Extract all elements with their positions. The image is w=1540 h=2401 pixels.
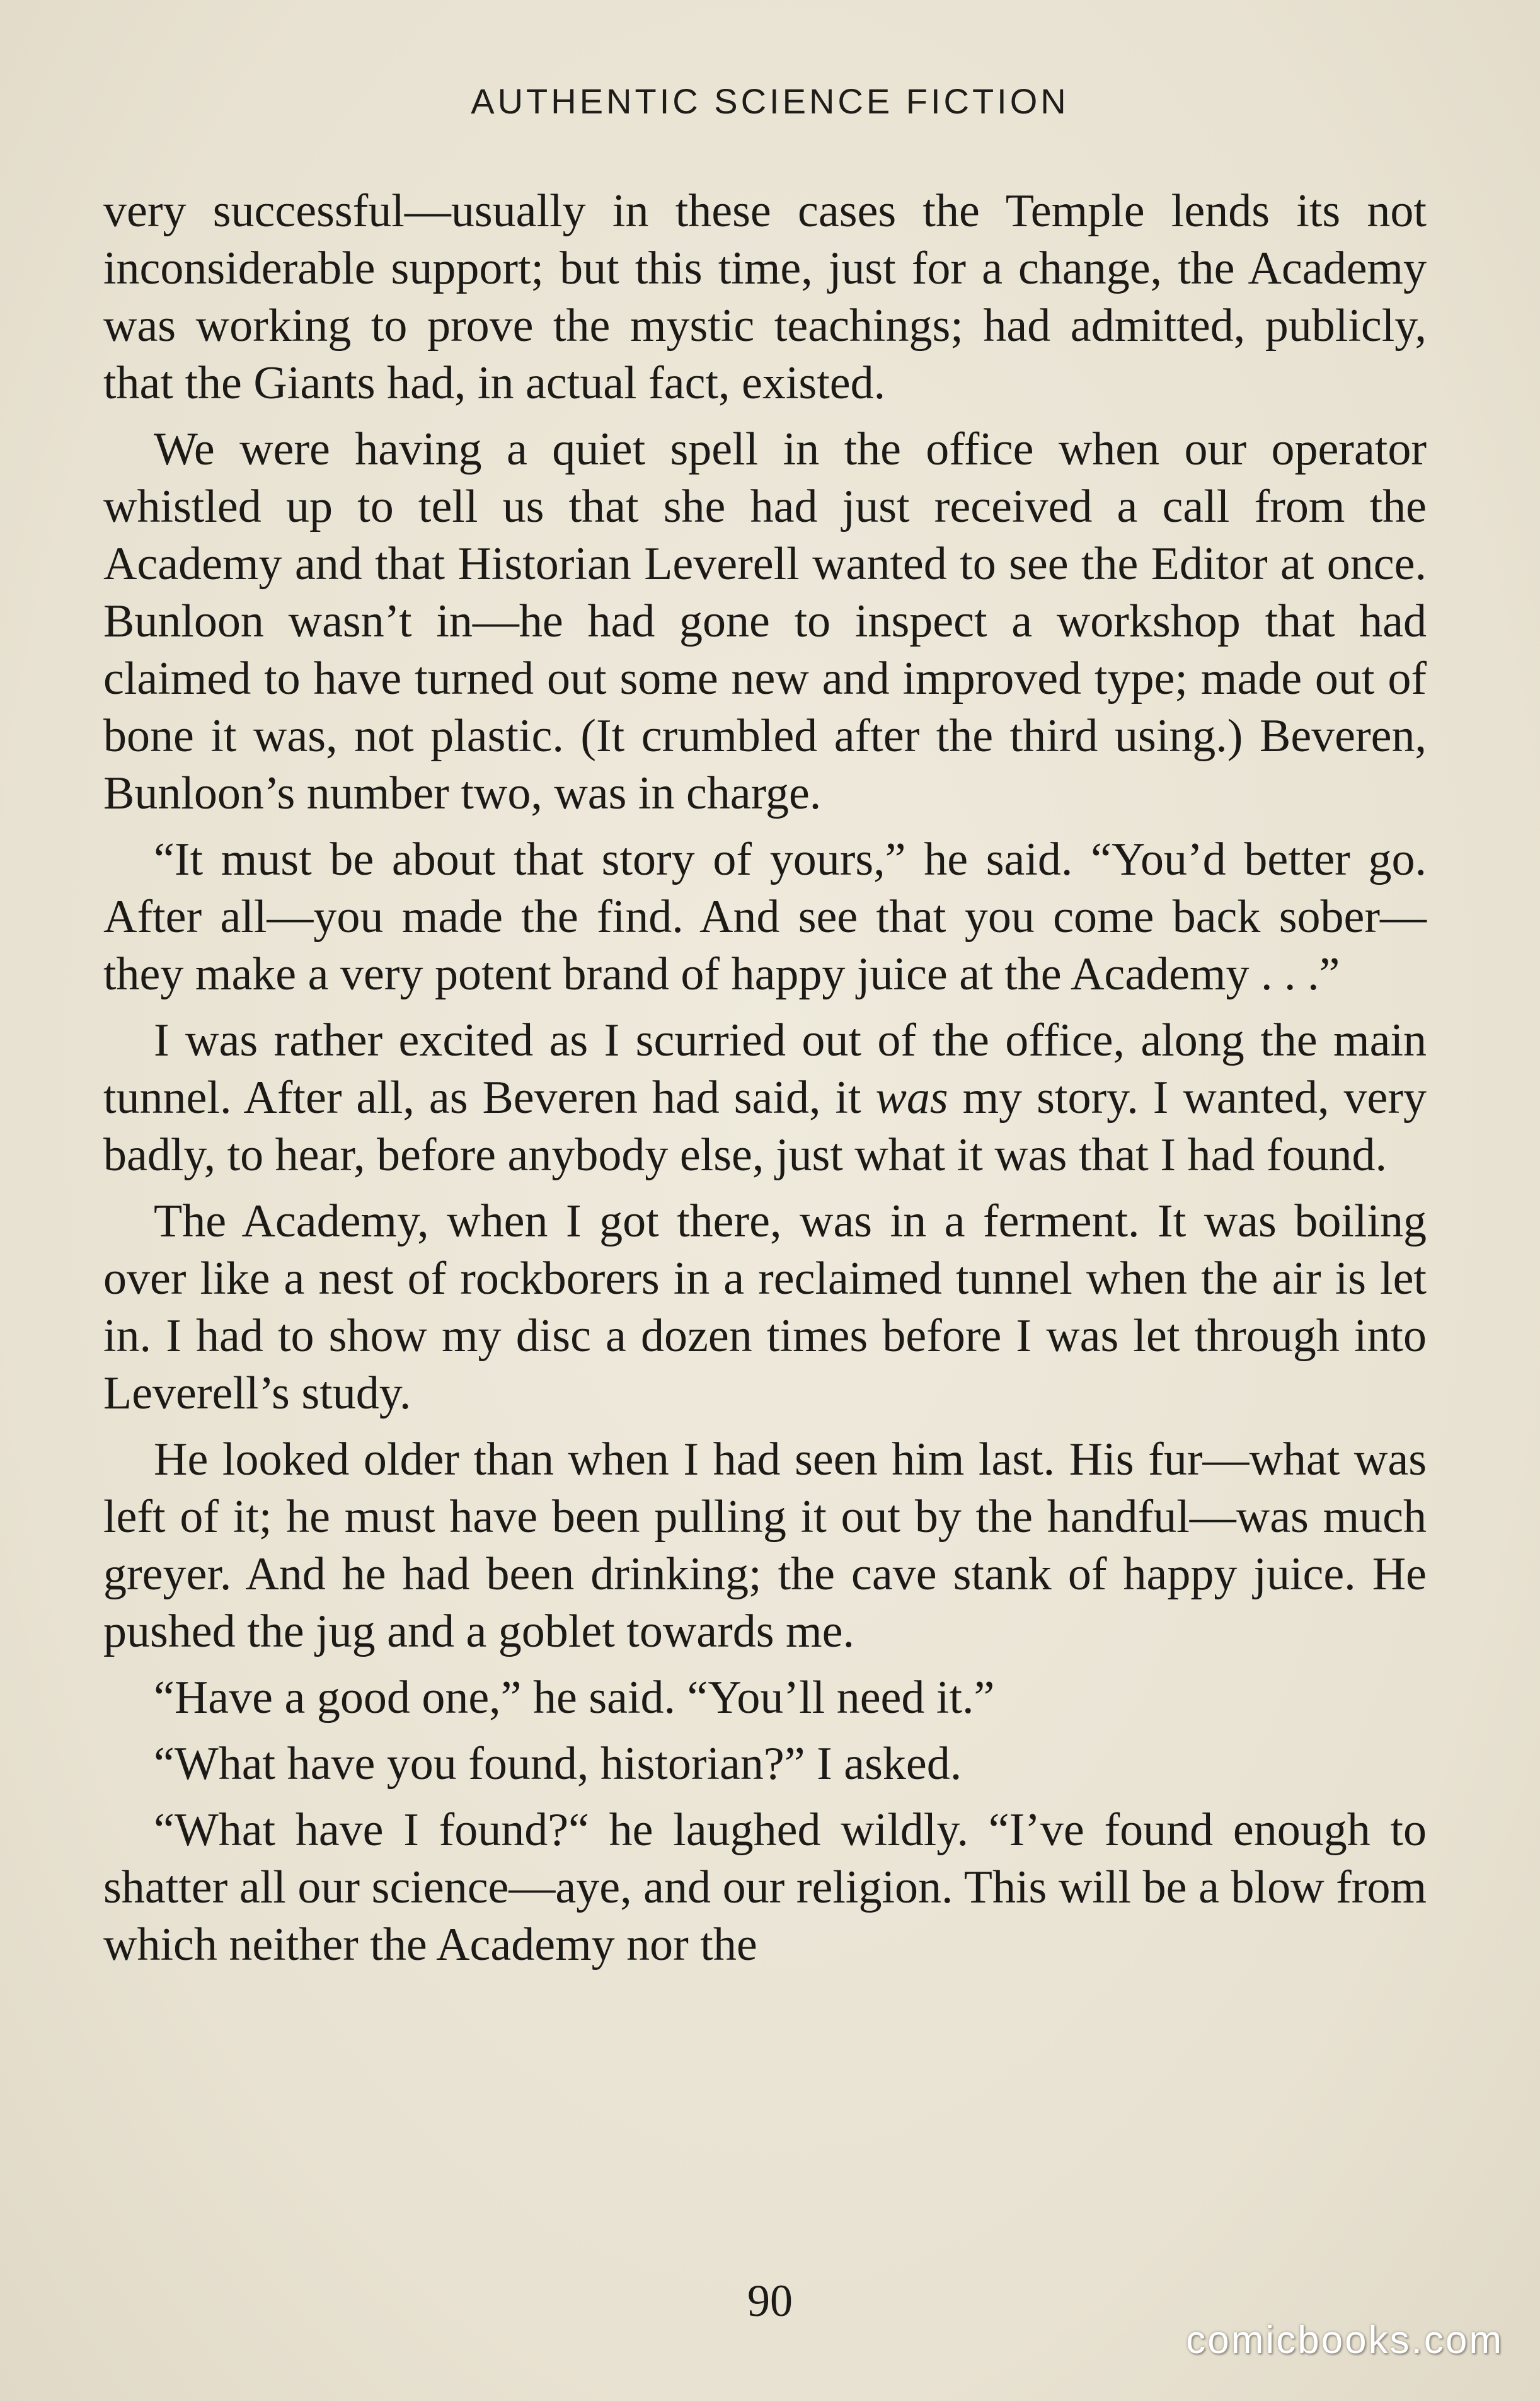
- watermark: comicbooks.com: [1186, 2318, 1503, 2362]
- paragraph-9: “What have I found?“ he laughed wildly. “I’ve found enough to shatter all our science—aye, and our religion. This will be a blow from which neither the Academy nor the: [103, 1804, 1427, 1971]
- paragraph-3: “It must be about that story of yours,” he said. “You’d better go. After all—you made the find. And see that you come back sober—they make a very potent brand of happy juice at the Academy . . .”: [103, 834, 1427, 1000]
- paragraph-6: He looked older than when I had seen him last. His fur—what was left of it; he must have been pulling it out by the handful—was much greyer. And he had been drinking; the cave stank of happy juice. He pushed the jug and a goblet towards me.: [103, 1434, 1427, 1657]
- paragraph-4-after: my story. I wanted, very badly, to hear, before anybody else, just what it was that I had found.: [103, 1072, 1427, 1181]
- paragraph-7: “Have a good one,” he said. “You’ll need it.”: [154, 1672, 995, 1724]
- paragraph-2: We were having a quiet spell in the office when our operator whistled up to tell us that she had just received a call from the Academy and that Historian Leverell wanted to see the Editor at once. Bunloon wasn’t in—he had gone to inspect a workshop that had claimed to have turned out some new and improved type; made out of bone it was, not plastic. (It crumbled after the third using.) Beveren, Bunloon’s number two, was in charge.: [103, 423, 1427, 819]
- paragraph-8: “What have you found, historian?” I asked.: [154, 1738, 962, 1790]
- page-number: 90: [747, 2276, 793, 2326]
- paragraph-1: very successful—usually in these cases the Temple lends its not inconsiderable support; but this time, just for a change, the Academy was working to prove the mystic teachings; had admitted, publicly, that the Giants had, in actual fact, existed.: [103, 185, 1427, 409]
- paragraph-4-emphasis: was: [875, 1072, 948, 1124]
- paragraph-4: [103, 1012, 1427, 1184]
- paragraph-5: The Academy, when I got there, was in a ferment. It was boiling over like a nest of rockborers in a reclaimed tunnel when the air is let in. I had to show my disc a dozen times before I was let through into Leverell’s study.: [103, 1195, 1427, 1419]
- running-head: AUTHENTIC SCIENCE FICTION: [471, 81, 1069, 121]
- body-text: [103, 183, 1427, 1983]
- paragraph-4-before: I was rather excited as I scurried out of the office, along the main tunnel. After all, as Beveren had said, it: [103, 1015, 1427, 1124]
